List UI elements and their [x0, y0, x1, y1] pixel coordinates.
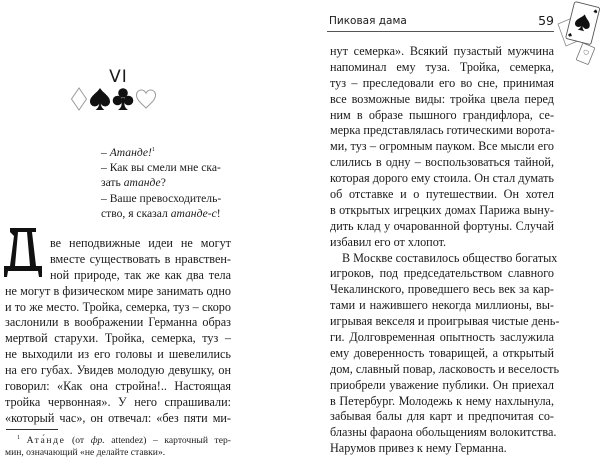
playing-cards-icon	[552, 0, 600, 66]
text-line: забывая балы для карт и предпочитая со-	[330, 409, 554, 424]
epigraph	[101, 143, 231, 221]
footnote-term: Ата́нде	[26, 435, 66, 446]
footnote-line: мин, означающий «не делайте ставки».	[5, 447, 166, 458]
text-line: на его губах. Увидев молодую девушку, он	[5, 363, 231, 378]
text-line: дить клад у очарованной фортуны. Случай	[330, 218, 554, 233]
footnote-ref: 1	[151, 147, 155, 153]
left-body-text	[5, 236, 231, 427]
footnote-line: $^1$ Ата́нде (от фр. attendez) – карточный тер-	[17, 435, 231, 446]
running-title: Пиковая дама	[329, 15, 407, 27]
text-line: не выходили из его головы и шевелились	[5, 347, 231, 362]
text-line: не могут в физическом мире занимать одно	[5, 283, 231, 298]
text-line: напоминал ему туза. Тройка, семерка,	[330, 59, 554, 74]
left-page	[0, 0, 300, 458]
epigraph-line: – Атанде!$^1$	[101, 146, 155, 159]
text-line: игроков, под председательством славного	[330, 266, 554, 281]
text-line: игрывая векселя и проигрывая чистые день-	[330, 314, 560, 329]
text-line: ему доверенность товарищей, а открытый	[330, 345, 554, 360]
text-line: В Москве составилось общество богатых	[342, 250, 558, 265]
text-line: заслонили в воображении Германна образ	[5, 315, 231, 330]
text-line: ной природе, так же как два тела	[50, 267, 231, 282]
text-line: Нарумов привез к нему Германна.	[330, 441, 507, 456]
chapter-suits-ornament	[70, 86, 160, 112]
heart-outline-icon	[135, 87, 157, 111]
text-line: в открытых игрецких домах Парижа выну-	[330, 202, 554, 217]
text-line: говорил: «Как она стройна!.. Настоящая	[5, 379, 231, 394]
page-number: 59	[538, 13, 554, 28]
right-body-text	[330, 44, 560, 457]
text-line: все возможные виды: тройка цвела перед	[330, 91, 554, 106]
epigraph-line: – Ваше превосходитель-	[101, 191, 222, 205]
text-line: Чекалинского, проведшего весь век за кар-	[330, 282, 554, 297]
text-line: приобрели уважение публики. Он приехал	[330, 377, 554, 392]
text-line: слились в одну – воспользоваться тайной,	[330, 155, 554, 170]
text-line: мертвой старухи. Тройка, семерка, туз –	[5, 331, 231, 346]
text-line: и то же место. Тройка, семерка, туз – скоро	[5, 299, 231, 314]
text-line: ми, туз – огромным пауком. Все мысли его	[330, 139, 554, 154]
epigraph-line: зать атанде?	[101, 176, 166, 190]
text-line: дом, славный повар, ласковость и веселость	[330, 361, 560, 376]
text-line: мерка представлялась готическими ворота-	[330, 123, 555, 138]
text-line: вместе существовать в нравствен-	[50, 251, 231, 266]
footnote-marker: 1	[17, 435, 20, 441]
right-page	[300, 0, 600, 455]
text-line: блазны фараона обольщениям волокитства.	[330, 425, 557, 440]
text-line: ним в образе пышного грандифлора, се-	[330, 107, 554, 122]
running-header	[327, 13, 554, 32]
text-line: ги. Долговременная опытность заслужила	[330, 330, 554, 345]
text-line: тами и нажившего некогда миллионы, вы-	[330, 298, 554, 313]
text-line: ве неподвижные идеи не могут	[50, 236, 231, 250]
text-line: нут семерка». Всякий пузастый мужчина	[330, 44, 554, 58]
chapter-number: VI	[109, 67, 128, 87]
text-line: в Петербург. Молодежь к нему нахлынула,	[330, 393, 554, 408]
text-line: туз – преследовали его во сне, принимая	[330, 75, 554, 90]
text-line: которая дорого ему стоила. Он стал думать	[330, 171, 554, 186]
footnote-divider	[6, 429, 58, 430]
text-line: избавил его от хлопот.	[330, 234, 447, 249]
text-line: «который час», он отвечал: «без пяти ми-	[5, 410, 231, 425]
epigraph-line: – Как вы смели мне ска-	[101, 161, 221, 175]
text-line: тройка червонная». У него спрашивали:	[5, 394, 231, 409]
spade-icon	[89, 87, 111, 111]
diamond-outline-icon	[70, 87, 88, 111]
epigraph-line: ство, я сказал атанде-с!	[101, 206, 221, 220]
text-line: об отставке и о путешествии. Он хотел	[330, 187, 554, 202]
club-icon	[112, 87, 134, 111]
